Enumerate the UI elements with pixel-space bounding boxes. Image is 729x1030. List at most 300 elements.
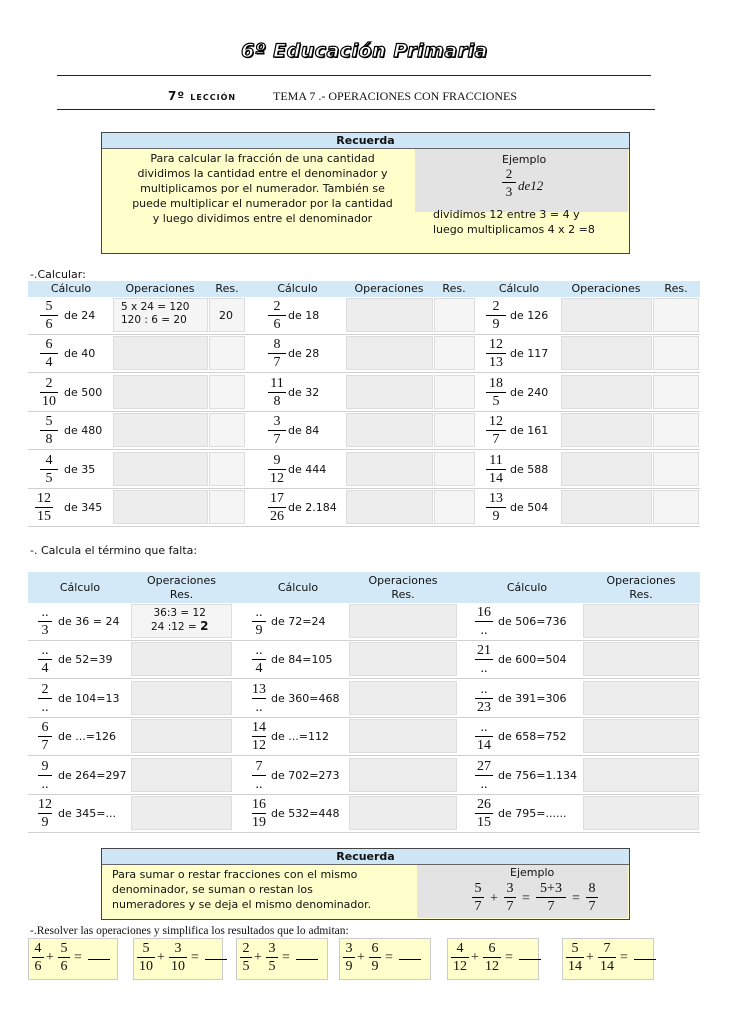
numerator: 3 (506, 881, 514, 896)
fraction-bar (38, 775, 52, 776)
example-fraction: 2 3 (502, 166, 516, 199)
fraction-bar (475, 736, 493, 737)
denominator: 4 (45, 355, 53, 370)
operations-cell[interactable] (561, 336, 652, 370)
calc-quantity: de 500 (64, 386, 103, 399)
operations-cell[interactable] (583, 796, 699, 830)
calc-fraction (268, 337, 286, 370)
operations-cell[interactable] (349, 758, 457, 792)
numerator: 13 (489, 491, 503, 506)
missing-quantity: de 391=306 (498, 692, 567, 705)
fraction-bar (586, 897, 598, 898)
numerator: 13 (252, 682, 266, 697)
exercise-fraction-b (169, 941, 187, 974)
calc-quantity: de 24 (64, 309, 96, 322)
operations-cell[interactable] (349, 681, 457, 715)
operations-cell[interactable] (346, 336, 433, 370)
denominator: .. (480, 777, 488, 792)
result-cell[interactable] (434, 336, 475, 370)
denominator: 9 (255, 623, 263, 638)
missing-col-header-operaciones (130, 574, 233, 602)
calc-col-header-0-2: Res. (215, 282, 239, 295)
operations-cell[interactable] (583, 642, 699, 676)
calc-quantity: de 588 (510, 463, 549, 476)
operations-cell[interactable] (349, 719, 457, 753)
recuerda-box-suma (101, 848, 630, 920)
numerator: 9 (273, 453, 281, 468)
fraction-bar (266, 957, 278, 958)
fraction-bar (169, 957, 187, 958)
fraction-bar (40, 469, 58, 470)
operations-cell[interactable] (561, 375, 652, 409)
denominator: 8 (273, 394, 281, 409)
fraction-bar (486, 315, 506, 316)
row-separator (28, 334, 700, 335)
result-cell[interactable] (209, 490, 245, 524)
answer-line[interactable] (205, 959, 227, 960)
missing-quantity: de 345=... (58, 807, 116, 820)
result-cell[interactable] (434, 452, 475, 486)
denominator: 12 (270, 471, 284, 486)
result-cell[interactable] (653, 490, 699, 524)
denominator: 7 (273, 432, 281, 447)
example-explanation: dividimos 12 entre 3 = 4 y luego multiplicamos 4 x 2 =8 (433, 208, 595, 236)
exercise-fraction-a (451, 941, 469, 974)
numerator: 5 (45, 414, 53, 429)
result-cell[interactable] (434, 298, 475, 332)
fraction-bar (486, 507, 506, 508)
fraction-bar (486, 392, 506, 393)
answer-line[interactable] (519, 959, 541, 960)
numerator: 4 (456, 941, 464, 956)
fraction-bar (58, 957, 70, 958)
numerator: 3 (273, 414, 281, 429)
fraction-bar (268, 507, 286, 508)
numerator: 3 (174, 941, 182, 956)
result-value: 20 (219, 309, 233, 322)
calc-quantity: de 2.184 (288, 501, 337, 514)
numerator: .. (41, 605, 49, 620)
operations-cell[interactable] (561, 490, 652, 524)
operations-cell[interactable] (346, 298, 433, 332)
calc-fraction (268, 453, 286, 486)
missing-quantity: de 52=39 (58, 653, 113, 666)
missing-quantity: de 72=24 (271, 615, 326, 628)
example2-fraction (504, 881, 516, 914)
fraction-bar (268, 315, 286, 316)
calc-quantity: de 345 (64, 501, 103, 514)
denominator: 8 (45, 432, 53, 447)
fraction-bar (486, 469, 506, 470)
equals-sign: = (191, 950, 199, 965)
calc-quantity: de 32 (288, 386, 320, 399)
numerator: 12 (489, 414, 503, 429)
fraction-bar (38, 659, 52, 660)
calc-quantity: de 18 (288, 309, 320, 322)
missing-fraction (38, 605, 52, 638)
calc-fraction (486, 337, 506, 370)
exercise-fraction-b (369, 941, 381, 974)
fraction-bar (475, 621, 493, 622)
missing-quantity: de ...=112 (271, 730, 329, 743)
exercise-fraction-b (58, 941, 70, 974)
equals-sign: = (74, 950, 82, 965)
operation-line (151, 620, 208, 634)
example2-label: Ejemplo (510, 866, 555, 879)
calc-fraction (486, 414, 506, 447)
denominator: 7 (492, 432, 500, 447)
plus-sign: + (46, 950, 54, 965)
result-cell[interactable] (653, 452, 699, 486)
numerator: 5 (571, 941, 579, 956)
numerator: 5 (142, 941, 150, 956)
calc-col-header-1-2: Res. (442, 282, 466, 295)
header-rule-top (57, 75, 651, 76)
example2-equation (472, 881, 632, 917)
numerator: 27 (477, 759, 491, 774)
recuerda2-rule-text: Para sumar o restar fracciones con el mismo denominador, se suman o restan los numeradores y se deja el mismo denominador. (112, 868, 372, 911)
missing-quantity: de 264=297 (58, 769, 127, 782)
denominator: .. (480, 623, 488, 638)
denominator: 10 (171, 959, 185, 974)
numerator: 8 (588, 881, 596, 896)
operations-cell[interactable] (349, 796, 457, 830)
numerator: 7 (603, 941, 611, 956)
header-operaciones: Operaciones (606, 574, 676, 587)
numerator: 2 (41, 682, 49, 697)
operations-cell[interactable] (583, 681, 699, 715)
tema-title: TEMA 7 .- OPERACIONES CON FRACCIONES (273, 89, 518, 103)
calc-fraction (486, 453, 506, 486)
example-de-quantity: de12 (518, 178, 544, 193)
row-separator (28, 411, 700, 412)
calc-fraction (268, 299, 286, 332)
missing-quantity: de 658=752 (498, 730, 567, 743)
example2-fraction (536, 881, 566, 914)
result-cell[interactable] (653, 375, 699, 409)
numerator: 16 (477, 605, 491, 620)
denominator: 7 (41, 738, 49, 753)
operations-cell[interactable] (346, 375, 433, 409)
denominator: 19 (252, 815, 266, 830)
calc-quantity: de 28 (288, 347, 320, 360)
header-rule-bottom (57, 109, 655, 110)
fraction-bar (483, 957, 501, 958)
plus-sign: + (471, 950, 479, 965)
result-cell[interactable] (434, 375, 475, 409)
exercise-fraction-a (566, 941, 584, 974)
calc-col-header-2-1: Operaciones (571, 282, 641, 295)
denominator: 14 (568, 959, 582, 974)
denominator: 9 (492, 317, 500, 332)
missing-col-header-calculo: Cálculo (277, 581, 319, 594)
numerator: 5+3 (540, 881, 562, 896)
example2-fraction (586, 881, 598, 914)
calc-col-header-1-1: Operaciones (354, 282, 424, 295)
fraction-bar (475, 659, 493, 660)
row-separator (28, 755, 700, 756)
answer-line[interactable] (88, 959, 110, 960)
fraction-bar (40, 353, 58, 354)
fraction-bar (40, 315, 58, 316)
numerator: .. (255, 605, 263, 620)
missing-fraction (252, 720, 266, 753)
operation-line: 36:3 = 12 (153, 607, 206, 619)
operations-cell[interactable] (113, 490, 208, 524)
calc-fraction (268, 376, 286, 409)
denominator: 14 (477, 738, 491, 753)
missing-fraction (475, 797, 493, 830)
fraction-bar (472, 897, 484, 898)
row-separator (28, 449, 700, 450)
fraction-bar (40, 392, 58, 393)
equals-sign: = (620, 950, 628, 965)
operations-cell[interactable] (583, 719, 699, 753)
recuerda-rule-text: Para calcular la fracción de una cantidad dividimos la cantidad entre el denominador y multiplicamos por el numerador. También se puede multiplicar el numerador por la cantidad y luego dividimos entre el denominador (132, 152, 393, 225)
operations-cell[interactable] (349, 642, 457, 676)
denominator: 5 (45, 471, 53, 486)
fraction-bar (486, 353, 506, 354)
operations-cell[interactable] (346, 452, 433, 486)
result-cell[interactable] (653, 336, 699, 370)
exercise-fraction-b (266, 941, 278, 974)
denominator: 6 (34, 959, 42, 974)
calc-quantity: de 35 (64, 463, 96, 476)
numerator: 2 (45, 376, 53, 391)
operation-line-text: 24 :12 = (151, 621, 201, 633)
fraction-bar (343, 957, 355, 958)
numerator: 9 (41, 759, 49, 774)
denominator: 5 (242, 959, 250, 974)
numerator: 21 (477, 643, 491, 658)
fraction-bar (504, 897, 516, 898)
missing-fraction (252, 605, 266, 638)
fraction-bar (252, 813, 266, 814)
missing-fraction (475, 759, 493, 792)
header-res: Res. (169, 588, 194, 601)
result-cell[interactable] (434, 490, 475, 524)
missing-quantity: de 795=...... (498, 807, 567, 820)
operations-cell[interactable] (131, 681, 232, 715)
numerator: 6 (45, 337, 53, 352)
operations-cell[interactable] (113, 336, 208, 370)
fraction-bar (451, 957, 469, 958)
denominator: 7 (506, 899, 514, 914)
operations-cell[interactable] (131, 796, 232, 830)
plus-sign: + (157, 950, 165, 965)
missing-fraction (475, 720, 493, 753)
operations-cell[interactable] (561, 298, 652, 332)
calc-fraction (486, 299, 506, 332)
missing-fraction (38, 643, 52, 676)
calc-fraction (486, 491, 506, 524)
denominator: 4 (255, 661, 263, 676)
exercise-fraction-b (483, 941, 501, 974)
denominator: 23 (477, 700, 491, 715)
recuerda2-heading: Recuerda (102, 849, 629, 865)
row-separator (28, 640, 700, 641)
calc-quantity: de 480 (64, 424, 103, 437)
result-cell[interactable] (209, 452, 245, 486)
numerator: 26 (477, 797, 491, 812)
operations-text (121, 301, 189, 327)
operations-cell[interactable] (583, 604, 699, 638)
numerator: 7 (255, 759, 263, 774)
numerator: 14 (252, 720, 266, 735)
operations-cell[interactable] (131, 719, 232, 753)
answer-line[interactable] (399, 959, 421, 960)
missing-fraction (475, 682, 493, 715)
fraction-bar (252, 659, 266, 660)
missing-col-header-calculo: Cálculo (506, 581, 548, 594)
header-operaciones: Operaciones (147, 574, 216, 587)
operations-cell[interactable] (131, 758, 232, 792)
operations-cell[interactable] (561, 452, 652, 486)
plus-sign: + (254, 950, 262, 965)
result-cell[interactable] (209, 336, 245, 370)
missing-quantity: de 756=1.134 (498, 769, 577, 782)
numerator: 18 (489, 376, 503, 391)
row-separator (28, 488, 700, 489)
result-cell[interactable] (653, 298, 699, 332)
result-cell[interactable] (209, 413, 245, 447)
row-separator (28, 717, 700, 718)
answer-line[interactable] (296, 959, 318, 960)
fraction-bar (252, 775, 266, 776)
operations-cell[interactable] (113, 413, 208, 447)
numerator: .. (480, 682, 488, 697)
operations-cell[interactable] (349, 604, 457, 638)
missing-fraction (252, 797, 266, 830)
missing-col-header-operaciones (582, 574, 700, 602)
fraction-bar (475, 698, 493, 699)
missing-col-header-calculo: Cálculo (59, 581, 101, 594)
missing-fraction (38, 682, 52, 715)
numerator: 2 (242, 941, 250, 956)
denominator: .. (255, 777, 263, 792)
denominator: .. (41, 700, 49, 715)
numerator: 6 (41, 720, 49, 735)
missing-quantity: de 84=105 (271, 653, 333, 666)
numerator: .. (255, 643, 263, 658)
calc-fraction (40, 414, 58, 447)
calc-quantity: de 40 (64, 347, 96, 360)
missing-quantity: de ...=126 (58, 730, 116, 743)
calc-fraction (40, 453, 58, 486)
numerator: .. (480, 720, 488, 735)
denominator: 14 (600, 959, 614, 974)
denominator: 6 (60, 959, 68, 974)
numerator: 12 (489, 337, 503, 352)
denominator: 6 (45, 317, 53, 332)
missing-fraction (38, 720, 52, 753)
missing-quantity: de 600=504 (498, 653, 567, 666)
equals-sign: = (505, 950, 513, 965)
denominator: 12 (485, 959, 499, 974)
operations-cell[interactable] (561, 413, 652, 447)
calc-col-header-0-1: Operaciones (125, 282, 195, 295)
denominator: 26 (270, 509, 284, 524)
result-cell[interactable] (653, 413, 699, 447)
operations-cell[interactable] (113, 452, 208, 486)
page-title: 6º Educación Primaria (241, 40, 488, 62)
denominator: 5 (268, 959, 276, 974)
numerator: 8 (273, 337, 281, 352)
operations-cell[interactable] (346, 413, 433, 447)
numerator: 3 (345, 941, 353, 956)
numerator: 4 (34, 941, 42, 956)
calc-quantity: de 504 (510, 501, 549, 514)
denominator: 14 (489, 471, 503, 486)
denominator: 9 (345, 959, 353, 974)
operations-cell[interactable] (583, 758, 699, 792)
exercise-fraction-a (137, 941, 155, 974)
missing-quantity: de 360=468 (271, 692, 340, 705)
fraction-bar (38, 698, 52, 699)
header-res: Res. (391, 588, 415, 601)
missing-fraction (252, 643, 266, 676)
fraction-bar (268, 353, 286, 354)
fraction-bar (268, 469, 286, 470)
denominator: 7 (273, 355, 281, 370)
denominator: .. (255, 700, 263, 715)
result-value: 2 (200, 619, 209, 633)
fraction-bar (268, 392, 286, 393)
calc-quantity: de 161 (510, 424, 549, 437)
denominator: 13 (489, 355, 503, 370)
result-cell[interactable] (209, 375, 245, 409)
calc-fraction (40, 337, 58, 370)
numerator: 4 (45, 453, 53, 468)
fraction-bar (268, 430, 286, 431)
answer-line[interactable] (634, 959, 656, 960)
denominator: 9 (41, 815, 49, 830)
calc-fraction (486, 376, 506, 409)
fraction-bar (252, 621, 266, 622)
missing-col-header-operaciones (348, 574, 458, 602)
fraction-bar (475, 775, 493, 776)
operation-line: 120 : 6 = 20 (121, 314, 187, 326)
operations-cell[interactable] (346, 490, 433, 524)
row-separator (28, 794, 700, 795)
result-cell[interactable] (434, 413, 475, 447)
fraction-bar (137, 957, 155, 958)
calc-col-header-2-0: Cálculo (498, 282, 540, 295)
missing-fraction (38, 797, 52, 830)
denominator: 6 (273, 317, 281, 332)
example2-fraction (472, 881, 484, 914)
calc-fraction (40, 376, 58, 409)
fraction-bar (536, 897, 566, 898)
recuerda-box-fraccion (101, 132, 630, 254)
missing-quantity: de 104=13 (58, 692, 120, 705)
section-calcular-title: -.Calcular: (30, 268, 86, 281)
section-resolver-title: -.Resolver las operaciones y simplifica los resultados que lo admitan: (30, 925, 349, 937)
operations-cell[interactable] (131, 642, 232, 676)
numerator: 16 (252, 797, 266, 812)
operations-cell[interactable] (113, 375, 208, 409)
operator-symbol: = (522, 891, 530, 906)
missing-fraction (252, 759, 266, 792)
fraction-bar (32, 957, 44, 958)
plus-sign: + (357, 950, 365, 965)
calc-col-header-0-0: Cálculo (50, 282, 92, 295)
numerator: .. (41, 643, 49, 658)
denominator: 4 (41, 661, 49, 676)
row-separator (28, 832, 700, 833)
numerator: 12 (37, 491, 51, 506)
equals-sign: = (385, 950, 393, 965)
